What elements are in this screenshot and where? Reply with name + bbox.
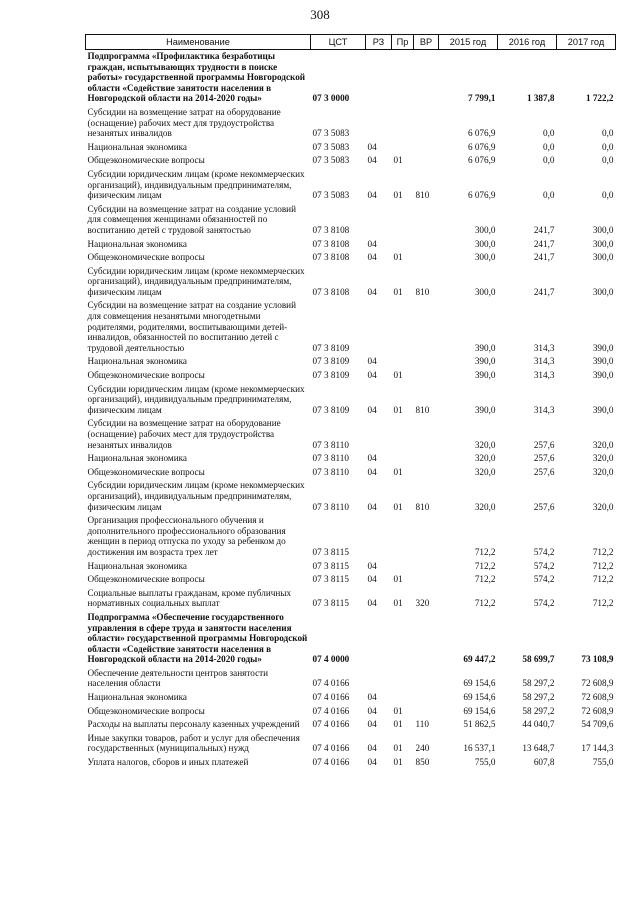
table-row (86, 756, 616, 770)
page-number: 308 (310, 7, 330, 22)
cell-name: Расходы на выплаты персоналу казенных учреждений (87, 719, 300, 730)
cell-2017: 17 144,3 (581, 743, 614, 754)
cell-2017: 712,2 (592, 560, 614, 571)
cell-rz: 04 (367, 743, 377, 754)
cell-2016: 0,0 (543, 155, 555, 166)
cell-2016: 58 297,2 (522, 692, 555, 703)
table-header-row (86, 35, 616, 50)
table-row (86, 203, 616, 238)
cell-2015: 69 154,6 (463, 692, 496, 703)
cell-name: Подпрограмма «Обеспечение государственного управления в сфере труда и занятости населения области» государственной программы Новгородской области «Содействие занятости населения в Новгородской области на 2014-2020 годы» (87, 611, 308, 665)
cell-2016: 241,7 (533, 224, 555, 235)
cell-2015: 390,0 (474, 356, 496, 367)
cell-vr (414, 705, 439, 719)
cell-name: Общеэкономические вопросы (87, 370, 205, 381)
cell-pr: 01 (393, 370, 403, 381)
cell-pr (392, 299, 414, 355)
cell-name: Субсидии на возмещение затрат на создание условий для совмещения женщинами обязанностей по воспитанию детей с трудовой занятостью (87, 203, 297, 235)
cell-cst: 07 3 8115 (312, 546, 349, 557)
table-row (86, 718, 616, 732)
cell-2016: 241,7 (533, 238, 555, 249)
cell-2015: 712,2 (474, 598, 496, 609)
table-row (86, 466, 616, 480)
cell-name: Общеэкономические вопросы (87, 705, 205, 716)
cell-pr: 01 (393, 757, 403, 768)
cell-vr (414, 238, 439, 252)
cell-rz: 04 (367, 692, 377, 703)
cell-cst: 07 3 8110 (312, 453, 349, 464)
cell-cst: 07 3 8110 (312, 466, 349, 477)
cell-pr: 01 (393, 286, 403, 297)
table-row (86, 732, 616, 756)
cell-vr: 110 (415, 719, 429, 730)
cell-2017: 320,0 (592, 453, 614, 464)
cell-name: Уплата налогов, сборов и иных платежей (87, 757, 249, 768)
table-row (86, 50, 616, 106)
cell-vr (414, 514, 439, 559)
cell-rz: 04 (367, 466, 377, 477)
cell-cst: 07 3 8115 (312, 574, 349, 585)
cell-name: Субсидии юридическим лицам (кроме некоммерческих организаций), индивидуальным предпринимателям, физическим лицам (87, 480, 305, 512)
cell-cst: 07 3 0000 (312, 93, 350, 104)
cell-name: Общеэкономические вопросы (87, 155, 205, 166)
cell-rz: 04 (367, 155, 377, 166)
cell-2016: 257,6 (533, 453, 555, 464)
header-cst: ЦСТ (311, 35, 366, 50)
cell-rz: 04 (367, 238, 377, 249)
cell-2017: 1 722,2 (585, 93, 614, 104)
cell-2016: 314,3 (533, 370, 555, 381)
cell-cst: 07 4 0166 (312, 757, 350, 768)
cell-2017: 300,0 (592, 224, 614, 235)
cell-cst: 07 3 5083 (312, 141, 350, 152)
table-row (86, 514, 616, 559)
cell-vr (414, 251, 439, 265)
table-row (86, 611, 616, 667)
cell-2016: 58 297,2 (522, 678, 555, 689)
cell-cst: 07 3 8109 (312, 404, 350, 415)
cell-vr (414, 611, 439, 667)
cell-2015: 300,0 (474, 286, 496, 297)
cell-vr: 810 (415, 286, 430, 297)
table-row (86, 141, 616, 155)
cell-2017: 72 608,9 (581, 692, 614, 703)
cell-2017: 390,0 (592, 370, 614, 381)
cell-2016: 0,0 (543, 190, 555, 201)
cell-name: Субсидии на возмещение затрат на создание условий для совмещения незанятыми многодетными родителями, родителями, воспитывающими детей-инвалидов, обязанностей по воспитанию детей с трудовой деятельностью (87, 300, 297, 353)
cell-rz: 04 (367, 574, 377, 585)
cell-rz: 04 (367, 598, 377, 609)
cell-name: Организация профессионального обучения и дополнительного профессионального образования женщин в период отпуска по уходу за ребенком до достижения им возраста трех лет (87, 515, 286, 557)
cell-name: Общеэкономические вопросы (87, 466, 205, 477)
cell-vr: 320 (415, 598, 430, 609)
cell-2016: 574,2 (533, 546, 555, 557)
cell-2015: 6 076,9 (467, 190, 496, 201)
table-row (86, 452, 616, 466)
cell-2015: 6 076,9 (467, 141, 496, 152)
cell-name: Национальная экономика (87, 356, 188, 367)
header-2017: 2017 год (557, 35, 616, 50)
cell-2015: 712,2 (474, 574, 496, 585)
table-row (86, 573, 616, 587)
cell-cst: 07 4 0166 (312, 719, 350, 730)
cell-2017: 0,0 (602, 128, 614, 139)
cell-vr (414, 560, 439, 574)
cell-pr (392, 560, 414, 574)
cell-pr: 01 (393, 719, 403, 730)
cell-rz: 04 (367, 356, 377, 367)
cell-2017: 73 108,9 (581, 654, 614, 665)
cell-2015: 390,0 (474, 404, 496, 415)
cell-2017: 0,0 (602, 155, 614, 166)
cell-rz: 04 (367, 705, 377, 716)
table-row (86, 251, 616, 265)
cell-2017: 300,0 (592, 252, 614, 263)
cell-2015: 300,0 (474, 224, 496, 235)
cell-2016: 241,7 (533, 286, 555, 297)
cell-2017: 72 608,9 (581, 705, 614, 716)
cell-cst: 07 3 8110 (312, 439, 349, 450)
cell-pr: 01 (393, 743, 403, 754)
cell-name: Подпрограмма «Профилактика безработицы граждан, испытывающих трудности в поиске работы» государственной программы Новгородской области «Содействие занятости населения в Новгородской области на 2014-2020 годы» (87, 51, 306, 104)
cell-2015: 51 862,5 (463, 719, 496, 730)
cell-2017: 712,2 (592, 574, 614, 585)
cell-2017: 0,0 (602, 141, 614, 152)
cell-name: Социальные выплаты гражданам, кроме публичных нормативных социальных выплат (87, 587, 292, 609)
table-row (86, 417, 616, 452)
cell-pr: 01 (393, 466, 403, 477)
cell-2016: 58 297,2 (522, 705, 555, 716)
cell-name: Обеспечение деятельности центров занятости населения области (87, 667, 269, 689)
cell-2016: 0,0 (543, 141, 555, 152)
cell-pr (392, 691, 414, 705)
cell-cst: 07 4 0166 (312, 692, 350, 703)
cell-2016: 58 699,7 (522, 654, 555, 665)
cell-2017: 320,0 (592, 501, 614, 512)
cell-cst: 07 3 8109 (312, 356, 350, 367)
cell-2016: 13 648,7 (522, 743, 555, 754)
cell-pr (392, 203, 414, 238)
table-row (86, 587, 616, 611)
table-row (86, 106, 616, 141)
table-row (86, 383, 616, 418)
header-rz: РЗ (366, 35, 392, 50)
header-name: Наименование (86, 35, 311, 50)
cell-pr: 01 (393, 404, 403, 415)
cell-vr (414, 452, 439, 466)
cell-cst: 07 4 0166 (312, 743, 350, 754)
cell-vr (414, 417, 439, 452)
cell-cst: 07 3 8108 (312, 224, 350, 235)
cell-cst: 07 3 8110 (312, 501, 349, 512)
cell-pr: 01 (393, 190, 403, 201)
cell-rz: 04 (367, 252, 377, 263)
cell-vr (414, 154, 439, 168)
table-row (86, 238, 616, 252)
cell-pr: 01 (393, 598, 403, 609)
cell-2017: 320,0 (592, 466, 614, 477)
cell-2016: 574,2 (533, 560, 555, 571)
cell-vr: 240 (415, 743, 430, 754)
cell-rz: 04 (367, 370, 377, 381)
cell-2016: 44 040,7 (522, 719, 555, 730)
cell-2017: 320,0 (592, 439, 614, 450)
table-row (86, 705, 616, 719)
cell-2015: 300,0 (474, 238, 496, 249)
cell-name: Субсидии на возмещение затрат на оборудование (оснащение) рабочих мест для трудоустройства незанятых инвалидов (87, 418, 281, 450)
table-row (86, 691, 616, 705)
cell-2017: 300,0 (592, 238, 614, 249)
cell-name: Национальная экономика (87, 692, 188, 703)
cell-rz (366, 417, 392, 452)
cell-2017: 300,0 (592, 286, 614, 297)
cell-pr (392, 611, 414, 667)
cell-vr (414, 141, 439, 155)
cell-2017: 390,0 (592, 356, 614, 367)
cell-rz: 04 (367, 757, 377, 768)
cell-2016: 241,7 (533, 252, 555, 263)
cell-2017: 390,0 (592, 342, 614, 353)
table-row (86, 369, 616, 383)
cell-2015: 320,0 (474, 466, 496, 477)
cell-2016: 257,6 (533, 439, 555, 450)
table-row (86, 154, 616, 168)
cell-rz (366, 50, 392, 106)
cell-pr (392, 141, 414, 155)
cell-2015: 712,2 (474, 546, 496, 557)
cell-cst: 07 3 8108 (312, 286, 350, 297)
cell-2017: 712,2 (592, 546, 614, 557)
cell-2015: 69 447,2 (463, 654, 496, 665)
cell-2015: 755,0 (474, 757, 496, 768)
cell-vr (414, 691, 439, 705)
cell-name: Иные закупки товаров, работ и услуг для обеспечения государственных (муниципальных) нужд (87, 732, 300, 754)
cell-vr (414, 667, 439, 691)
cell-pr: 01 (393, 574, 403, 585)
cell-2017: 712,2 (592, 598, 614, 609)
cell-rz: 04 (367, 453, 377, 464)
cell-2016: 0,0 (543, 128, 555, 139)
cell-rz (366, 611, 392, 667)
cell-2016: 314,3 (533, 356, 555, 367)
cell-name: Национальная экономика (87, 141, 188, 152)
cell-vr (414, 573, 439, 587)
cell-vr (414, 203, 439, 238)
cell-pr (392, 50, 414, 106)
cell-2015: 69 154,6 (463, 678, 496, 689)
cell-rz (366, 667, 392, 691)
cell-rz (366, 299, 392, 355)
cell-cst: 07 3 5083 (312, 190, 350, 201)
header-pr: Пр (392, 35, 414, 50)
cell-2015: 390,0 (474, 342, 496, 353)
cell-2016: 1 387,8 (526, 93, 555, 104)
cell-rz: 04 (367, 560, 377, 571)
cell-name: Субсидии юридическим лицам (кроме некоммерческих организаций), индивидуальным предпринимателям, физическим лицам (87, 168, 305, 201)
cell-2017: 390,0 (592, 404, 614, 415)
table-row (86, 479, 616, 514)
cell-cst: 07 3 8109 (312, 342, 350, 353)
cell-rz: 04 (367, 286, 377, 297)
cell-2017: 72 608,9 (581, 678, 614, 689)
cell-rz: 04 (367, 141, 377, 152)
cell-cst: 07 4 0000 (312, 654, 350, 665)
cell-pr (392, 452, 414, 466)
cell-vr: 850 (415, 757, 430, 768)
cell-cst: 07 4 0166 (312, 705, 350, 716)
cell-2016: 257,6 (533, 466, 555, 477)
cell-rz: 04 (367, 190, 377, 201)
cell-2016: 607,8 (533, 757, 555, 768)
cell-pr (392, 667, 414, 691)
cell-vr: 810 (415, 501, 430, 512)
cell-pr: 01 (393, 501, 403, 512)
cell-cst: 07 3 8115 (312, 560, 349, 571)
cell-pr: 01 (393, 155, 403, 166)
cell-vr (414, 50, 439, 106)
cell-pr: 01 (393, 705, 403, 716)
cell-rz: 04 (367, 719, 377, 730)
cell-2017: 0,0 (602, 190, 614, 201)
cell-2015: 69 154,6 (463, 705, 496, 716)
cell-vr (414, 369, 439, 383)
cell-cst: 07 3 8108 (312, 238, 350, 249)
cell-2015: 320,0 (474, 439, 496, 450)
cell-name: Субсидии на возмещение затрат на оборудование (оснащение) рабочих мест для трудоустройства незанятых инвалидов (87, 106, 281, 139)
table-row (86, 168, 616, 203)
budget-table (85, 34, 616, 770)
cell-pr (392, 106, 414, 141)
cell-name: Общеэкономические вопросы (87, 252, 205, 263)
cell-pr (392, 355, 414, 369)
cell-cst: 07 3 8109 (312, 370, 350, 381)
cell-pr (392, 417, 414, 452)
cell-2016: 314,3 (533, 342, 555, 353)
cell-cst: 07 3 8108 (312, 252, 350, 263)
cell-2015: 712,2 (474, 560, 496, 571)
cell-name: Общеэкономические вопросы (87, 574, 205, 585)
cell-2015: 320,0 (474, 453, 496, 464)
table-row (86, 355, 616, 369)
cell-name: Национальная экономика (87, 238, 188, 249)
header-2016: 2016 год (498, 35, 557, 50)
cell-2015: 6 076,9 (467, 155, 496, 166)
cell-cst: 07 3 5083 (312, 128, 350, 139)
table-row (86, 265, 616, 300)
table-body (86, 50, 616, 770)
cell-vr (414, 299, 439, 355)
cell-2017: 755,0 (592, 757, 614, 768)
cell-rz: 04 (367, 501, 377, 512)
cell-2016: 574,2 (533, 598, 555, 609)
cell-2015: 390,0 (474, 370, 496, 381)
cell-rz: 04 (367, 404, 377, 415)
cell-2017: 54 709,6 (581, 719, 614, 730)
cell-pr: 01 (393, 252, 403, 263)
header-vr: ВР (414, 35, 439, 50)
cell-rz (366, 106, 392, 141)
cell-vr: 810 (415, 404, 430, 415)
cell-vr (414, 466, 439, 480)
cell-name: Национальная экономика (87, 560, 188, 571)
cell-2015: 7 799,1 (467, 93, 496, 104)
cell-pr (392, 238, 414, 252)
cell-2015: 320,0 (474, 501, 496, 512)
cell-vr: 810 (415, 190, 430, 201)
cell-cst: 07 3 5083 (312, 155, 350, 166)
cell-2016: 574,2 (533, 574, 555, 585)
cell-name: Субсидии юридическим лицам (кроме некоммерческих организаций), индивидуальным предпринимателям, физическим лицам (87, 383, 305, 415)
cell-rz (366, 203, 392, 238)
cell-name: Субсидии юридическим лицам (кроме некоммерческих организаций), индивидуальным предпринимателям, физическим лицам (87, 265, 305, 297)
cell-vr (414, 355, 439, 369)
cell-2015: 6 076,9 (467, 128, 496, 139)
cell-2016: 257,6 (533, 501, 555, 512)
table-row (86, 667, 616, 691)
table-row (86, 560, 616, 574)
cell-pr (392, 514, 414, 559)
cell-2016: 314,3 (533, 404, 555, 415)
cell-name: Национальная экономика (87, 453, 188, 464)
cell-cst: 07 4 0166 (312, 678, 350, 689)
header-2015: 2015 год (439, 35, 498, 50)
cell-rz (366, 514, 392, 559)
cell-2015: 300,0 (474, 252, 496, 263)
table-row (86, 299, 616, 355)
cell-cst: 07 3 8115 (312, 598, 349, 609)
cell-2015: 16 537,1 (463, 743, 496, 754)
cell-vr (414, 106, 439, 141)
